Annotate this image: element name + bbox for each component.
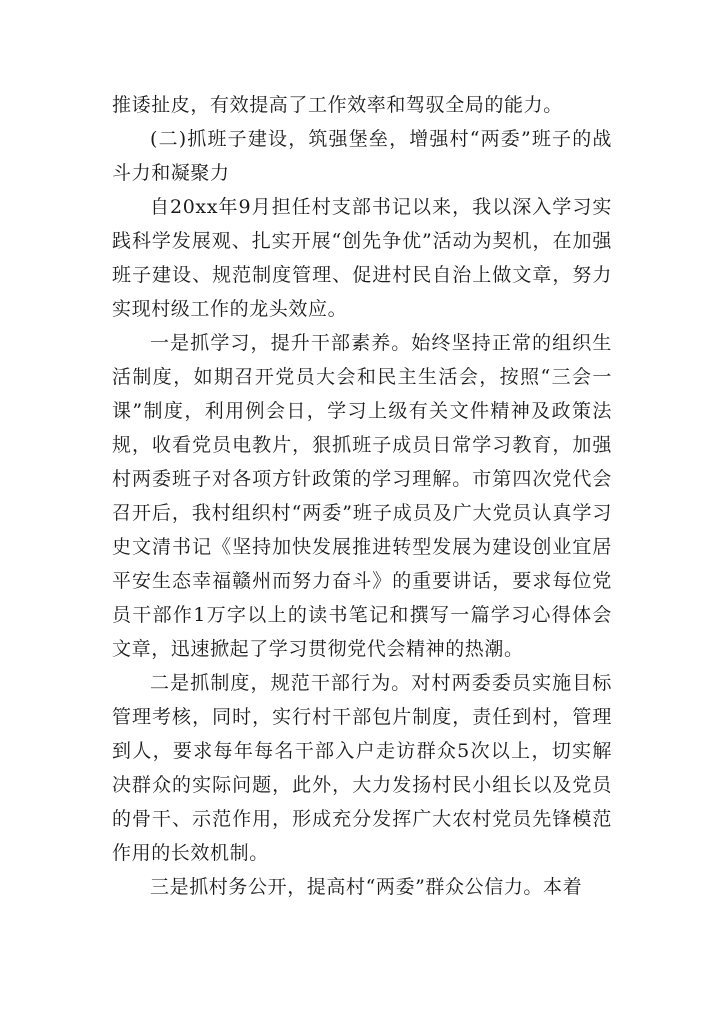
paragraph-continuation: 推诿扯皮，有效提高了工作效率和驾驭全局的能力。 [112,94,563,116]
paragraph-system: 二是抓制度，规范干部行为。对村两委委员实施目标管理考核，同时，实行村干部包片制度，责任到村，管理到人，要求每年每名干部入户走访群众5次以上，切实解决群众的实际问题，此外，大力发扬村民小组长以及党员的骨干、示范作用，形成充分发挥广大农村党员先锋模范作用的长效机制。 [112,672,612,864]
paragraph-study: 一是抓学习，提升干部素养。始终坚持正常的组织生活制度，如期召开党员大会和民主生活会，按照“三会一课”制度，利用例会日，学习上级有关文件精神及政策法规，收看党员电教片，狠抓班子成员日常学习教育，加强村两委班子对各项方针政策的学习理解。市第四次党代会召开后，我村组织村“两委”班子成员及广大党员认真学习史文清书记《坚持加快发展推进转型发展为建设创业宜居平安生态幸福赣州而努力奋斗》的重要讲话，要求每位党员干部作1万字以上的读书笔记和撰写一篇学习心得体会文章，迅速掀起了学习贯彻党代会精神的热潮。 [112,332,612,660]
section-heading: (二)抓班子建设，筑强堡垒，增强村“两委”班子的战斗力和凝聚力 [112,128,612,184]
paragraph-intro: 自20xx年9月担任村支部书记以来，我以深入学习实践科学发展观、扎实开展“创先争优”活动为契机，在加强班子建设、规范制度管理、促进村民自治上做文章，努力实现村级工作的龙头效应。 [112,196,612,320]
document-body [112,88,612,904]
paragraph-transparency: 三是抓村务公开，提高村“两委”群众公信力。本着 [150,876,583,898]
